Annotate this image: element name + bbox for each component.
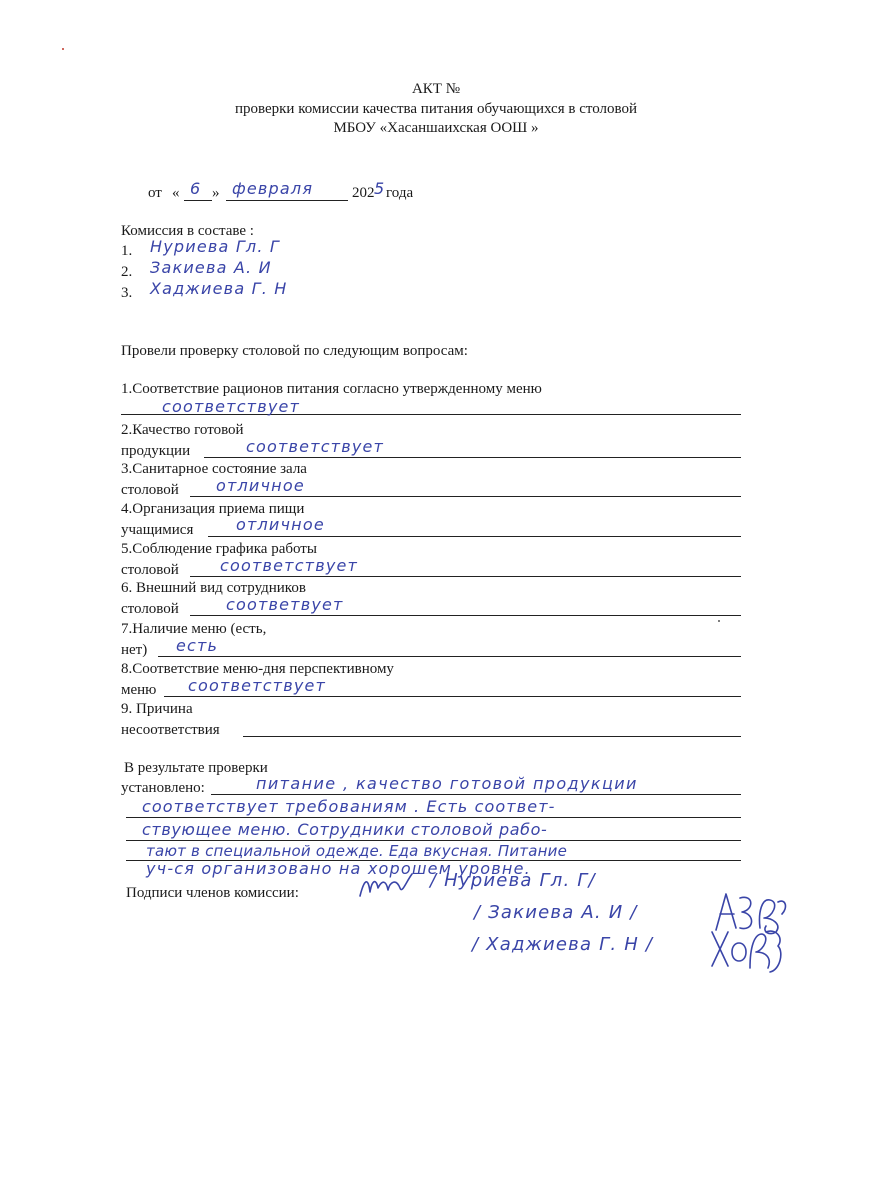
date-close-quote: » <box>212 185 220 201</box>
answer-line <box>204 457 741 458</box>
result-line <box>126 817 741 818</box>
answer-line <box>158 656 741 657</box>
result-line <box>211 794 741 795</box>
result-text-line: уч-ся организовано на хорошем уровне. <box>146 859 531 878</box>
member-number: 1. <box>121 243 133 259</box>
ink-speck <box>718 620 720 622</box>
ink-speck <box>62 48 64 50</box>
answer-line <box>164 696 741 697</box>
question-text: 3.Санитарное состояние зала <box>121 461 307 477</box>
answer-line <box>243 736 741 737</box>
question-field-label: нет) <box>121 642 148 658</box>
month-line <box>226 200 348 201</box>
signatures-label: Подписи членов комиссии: <box>126 885 299 901</box>
signature-name: / Нуриева Гл. Г/ <box>430 870 596 891</box>
question-answer: соответвует <box>226 595 344 614</box>
question-answer: соответствует <box>220 556 359 575</box>
question-text: 2.Качество готовой <box>121 422 244 438</box>
date-year-digit: 5 <box>374 179 386 198</box>
question-field-label: несоответствия <box>121 722 220 738</box>
question-answer: отличное <box>216 476 305 495</box>
result-text-line: питание , качество готовой продукции <box>256 774 638 793</box>
date-year: 202 <box>352 185 375 201</box>
question-field-label: меню <box>121 682 157 698</box>
question-field-label: продукции <box>121 443 191 459</box>
result-line <box>126 840 741 841</box>
commission-label: Комиссия в составе : <box>121 223 254 239</box>
member-number: 3. <box>121 285 133 301</box>
signature-mark <box>356 870 416 902</box>
date-open-quote: « <box>172 185 180 201</box>
date-day: 6 <box>190 179 202 198</box>
result-text-line: соответствует требованиям . Есть соответ- <box>142 797 556 816</box>
question-text: 7.Наличие меню (есть, <box>121 621 267 637</box>
school-name: МБОУ «Хасаншаихская ООШ » <box>333 120 539 136</box>
result-label: В результате проверки <box>124 760 268 776</box>
signature-name: / Закиева А. И / <box>474 902 638 923</box>
result-label-established: установлено: <box>121 780 205 796</box>
question-field-label: учащимися <box>121 522 194 538</box>
result-text-line: тают в специальной одежде. Еда вкусная. Питание <box>146 842 567 860</box>
member-name: Нуриева Гл. Г <box>150 237 281 256</box>
signature-mark <box>706 922 786 976</box>
answer-line <box>190 496 741 497</box>
doc-title: АКТ № <box>411 81 461 97</box>
question-text: 6. Внешний вид сотрудников <box>121 580 306 596</box>
question-answer: соответствует <box>246 437 385 456</box>
signature-name: / Хаджиева Г. Н / <box>472 934 654 955</box>
question-answer: соответствует <box>162 397 301 416</box>
question-field-label: столовой <box>121 562 179 578</box>
question-text: 5.Соблюдение графика работы <box>121 541 317 557</box>
question-text: 4.Организация приема пищи <box>121 501 305 517</box>
member-name: Хаджиева Г. Н <box>150 279 288 298</box>
member-number: 2. <box>121 264 133 280</box>
question-text: 1.Соответствие рационов питания согласно утвержденному меню <box>121 381 542 397</box>
date-suffix: года <box>386 185 414 201</box>
question-field-label: столовой <box>121 482 179 498</box>
question-answer: соответствует <box>188 676 327 695</box>
answer-line <box>208 536 741 537</box>
date-month: февраля <box>232 179 314 198</box>
question-answer: есть <box>176 636 219 655</box>
question-answer: отличное <box>236 515 325 534</box>
member-name: Закиева А. И <box>150 258 272 277</box>
date-prefix: от <box>148 185 162 201</box>
answer-line <box>190 576 741 577</box>
questions-intro: Провели проверку столовой по следующим вопросам: <box>121 343 468 359</box>
question-field-label: столовой <box>121 601 179 617</box>
answer-line <box>190 615 741 616</box>
question-text: 8.Соответствие меню-дня перспективному <box>121 661 394 677</box>
result-text-line: ствующее меню. Сотрудники столовой рабо- <box>142 820 548 839</box>
question-text: 9. Причина <box>121 701 193 717</box>
day-line <box>184 200 212 201</box>
doc-subtitle: проверки комиссии качества питания обучающихся в столовой <box>234 101 638 117</box>
